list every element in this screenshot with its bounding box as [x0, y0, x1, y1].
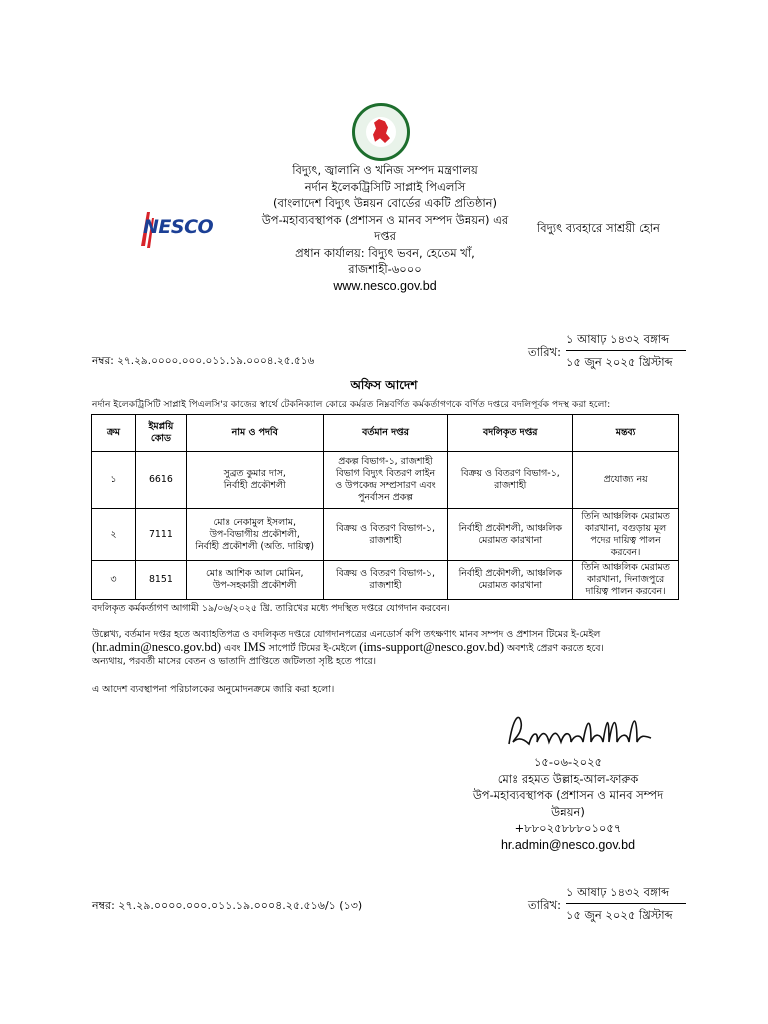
date-divider-copy	[566, 903, 686, 904]
cell-code: 7111	[135, 509, 186, 561]
ministry-name: বিদ্যুৎ, জ্বালানি ও খনিজ সম্পদ মন্ত্রণালয়	[292, 163, 478, 177]
remark-line: প্রযোজ্য নয়	[603, 474, 648, 485]
website-link[interactable]: www.nesco.gov.bd	[333, 278, 437, 293]
name-line: উপ-বিভাগীয় প্রকৌশলী,	[209, 528, 300, 540]
nesco-logo	[137, 206, 214, 254]
table-row	[92, 509, 679, 561]
conjunction-text: এবং	[221, 643, 244, 654]
joining-deadline-text: বদলিকৃত কর্মকর্তাগণ আগামী ১৯/০৬/২০২৫ খ্রি. তারিখের মধ্যে পদস্থিত দপ্তরে যোগদান করবেন।	[92, 603, 450, 614]
signatory-title-line2: উন্নয়ন)	[551, 804, 585, 819]
ims-label: IMS	[243, 640, 266, 654]
instruction-line: অন্যথায়, পরবর্তী মাসের বেতন ও ভাতাদি প্রাপ্তিতে জটিলতা সৃষ্টি হতে পারে।	[92, 656, 377, 667]
office-name-line2: দপ্তর	[374, 229, 396, 243]
cell-remark	[573, 452, 679, 509]
office-name-line1: উপ-মহাব্যবস্থাপক (প্রশাসন ও মানব সম্পদ উন্নয়ন) এর	[261, 212, 509, 227]
col-header-name: নাম ও পদবি	[186, 415, 323, 452]
date-divider	[566, 350, 686, 351]
cell-transfer-office	[448, 509, 573, 561]
hq-address-line2: রাজশাহী-৬০০০	[348, 262, 422, 276]
instruction-line: উল্লেখ্য, বর্তমান দপ্তর হতে অব্যাহতিপত্র ও বদলিকৃত দপ্তরে যোগদানপত্রের এনডোর্স কপি তৎক্ষণাৎ মানব সম্পদ ও প্রশাসন টিমের ই-মেইল	[92, 629, 601, 640]
support-team-text: সাপোর্ট টিমের ই-মেইলে	[265, 643, 360, 654]
date-bangla-copy: ১ আষাঢ় ১৪৩২ বঙ্গাব্দ	[566, 885, 670, 899]
name-line: সুব্রত কুমার দাস,	[223, 468, 286, 479]
cell-name	[186, 509, 323, 561]
transfer-line: মেরামত কারখানা	[478, 534, 543, 546]
government-seal	[352, 103, 410, 161]
instruction-line-emails	[92, 641, 680, 655]
memo-date	[566, 331, 686, 370]
current-line: পুনর্বাসন প্রকল্প	[358, 492, 413, 503]
remark-line: কারখানা, দিনাজপুরে	[586, 574, 665, 585]
signatory-name: মোঃ রহমত উল্লাহ-আল-ফারুক	[497, 771, 639, 786]
approval-text: এ আদেশ ব্যবস্থাপনা পরিচালকের অনুমোদনক্রমে জারি করা হলো।	[92, 684, 335, 695]
cell-current-office	[323, 509, 448, 561]
cell-transfer-office	[448, 452, 573, 509]
date-gregorian-copy: ১৫ জুন ২০২৫ খ্রিস্টাব্দ	[566, 908, 673, 922]
name-line: উপ-সহকারী প্রকৌশলী	[212, 580, 297, 591]
date-gregorian: ১৫ জুন ২০২৫ খ্রিস্টাব্দ	[566, 355, 673, 369]
transfer-line: নির্বাহী প্রকৌশলী, আঞ্চলিক	[458, 522, 562, 534]
cell-remark	[573, 509, 679, 561]
cell-remark	[573, 561, 679, 600]
name-line: নির্বাহী প্রকৌশলী	[223, 480, 286, 491]
current-line: রাজশাহী	[369, 534, 402, 546]
signatory-block	[448, 754, 688, 853]
remark-line: দায়িত্ব পালন করবেন।	[585, 586, 666, 597]
name-line: মোঃ নেকামুল ইসলাম,	[213, 516, 296, 528]
ims-email-link[interactable]: (ims-support@nesco.gov.bd)	[359, 640, 504, 654]
memo-number-copy: নম্বর: ২৭.২৯.০০০০.০০০.০১১.১৯.০০০৪.২৫.৫১৬/১ (১৩)	[92, 899, 363, 912]
cell-name	[186, 561, 323, 600]
company-name: নর্দান ইলেকট্রিসিটি সাপ্লাই পিএলসি	[304, 179, 466, 194]
current-line: রাজশাহী	[369, 580, 402, 591]
cell-serial: ২	[92, 509, 136, 561]
current-line: বিক্রয় ও বিতরণ বিভাগ-১,	[335, 568, 435, 579]
memo-number: নম্বর: ২৭.২৯.০০০০.০০০.০১১.১৯.০০০৪.২৫.৫১৬	[92, 355, 315, 367]
transfer-table	[91, 414, 679, 600]
transfer-line: নির্বাহী প্রকৌশলী, আঞ্চলিক	[458, 568, 562, 579]
slogan: বিদ্যুৎ ব্যবহারে সাশ্রয়ী হোন	[537, 221, 660, 235]
logo-text: NESCO	[143, 216, 214, 238]
current-line: প্রকল্প বিভাগ-১, রাজশাহী	[338, 456, 433, 467]
company-affiliation: (বাংলাদেশ বিদ্যুৎ উন্নয়ন বোর্ডের একটি প্রতিষ্ঠান)	[272, 196, 498, 210]
order-title: অফিস আদেশ	[350, 378, 418, 392]
col-header-transfer: বদলিকৃত দপ্তর	[448, 415, 573, 452]
hq-address-line1: প্রধান কার্যালয়: বিদ্যুৎ ভবন, হেতেম খাঁ,	[295, 245, 475, 260]
date-label: তারিখ:	[528, 345, 562, 359]
current-line: বিক্রয় ও বিতরণ বিভাগ-১,	[335, 522, 435, 534]
cell-serial: ১	[92, 452, 136, 509]
cell-serial: ৩	[92, 561, 136, 600]
cell-transfer-office	[448, 561, 573, 600]
signatory-title-line1: উপ-মহাব্যবস্থাপক (প্রশাসন ও মানব সম্পদ	[472, 788, 664, 802]
hr-email-link[interactable]: (hr.admin@nesco.gov.bd)	[92, 640, 222, 654]
table-header-row	[92, 415, 679, 452]
remark-line: তিনি আঞ্চলিক মেরামত	[581, 562, 670, 573]
col-header-code: ইমপ্লয়ি কোড	[135, 415, 186, 452]
letterhead	[240, 162, 530, 294]
name-line: নির্বাহী প্রকৌশলী (অতি. দায়িত্ব)	[195, 540, 315, 552]
transfer-line: মেরামত কারখানা	[478, 580, 543, 591]
cell-code: 8151	[135, 561, 186, 600]
instruction-tail: অবশ্যই প্রেরণ করতে হবে।	[504, 643, 604, 654]
date-bangla: ১ আষাঢ় ১৪৩২ বঙ্গাব্দ	[566, 332, 670, 346]
handwritten-signature	[505, 708, 655, 760]
cell-current-office	[323, 452, 448, 509]
table-row	[92, 452, 679, 509]
instruction-paragraph	[92, 628, 680, 668]
memo-date-copy	[566, 884, 686, 923]
remark-line: কারখানা, বগুড়ায় মূল	[584, 522, 667, 534]
name-line: মোঃ আশিক আল মোমিন,	[205, 568, 304, 579]
current-line: বিভাগ বিদ্যুৎ বিতরণ লাইন	[335, 468, 436, 479]
remark-line: তিনি আঞ্চলিক মেরামত	[581, 510, 670, 522]
order-intro: নর্দান ইলেকট্রিসিটি সাপ্লাই পিএলসি'র কাজের স্বার্থে টেকনিক্যাল কোরে কর্মরত নিম্নবর্ণিত কর্মকর্তাগণকে বর্ণিত দপ্তরে বদলিপূর্বক পদস্থ করা হলো:	[92, 399, 611, 410]
signatory-email-link[interactable]: hr.admin@nesco.gov.bd	[500, 837, 636, 852]
signatory-phone: +৮৮০২৫৮৮৮০১০৫৭	[514, 821, 622, 835]
signature-date: ১৫-০৬-২০২৫	[533, 755, 603, 769]
table-row	[92, 561, 679, 600]
cell-name	[186, 452, 323, 509]
transfer-line: রাজশাহী	[494, 480, 527, 491]
cell-code: 6616	[135, 452, 186, 509]
col-header-remark: মন্তব্য	[573, 415, 679, 452]
transfer-line: বিক্রয় ও বিতরণ বিভাগ-১,	[460, 468, 560, 479]
col-header-serial: ক্রম	[92, 415, 136, 452]
cell-current-office	[323, 561, 448, 600]
remark-line: পদের দায়িত্ব পালন করবেন।	[590, 534, 661, 558]
signature-icon	[505, 708, 655, 756]
current-line: ও উপকেন্দ্র সম্প্রসারণ এবং	[335, 480, 436, 491]
col-header-current: বর্তমান দপ্তর	[323, 415, 448, 452]
date-label-copy: তারিখ:	[528, 898, 562, 912]
